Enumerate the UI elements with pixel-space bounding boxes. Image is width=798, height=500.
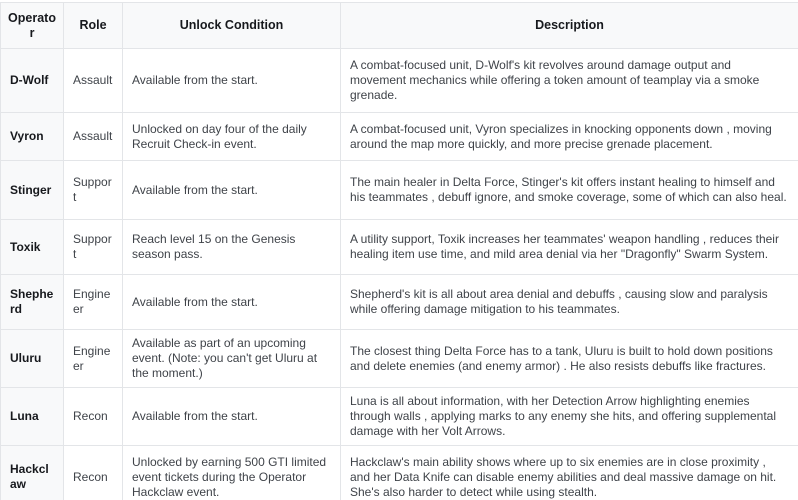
unlock-cell: Available from the start. (123, 49, 341, 113)
unlock-cell: Reach level 15 on the Genesis season pass. (123, 220, 341, 275)
description-cell: Hackclaw's main ability shows where up to six enemies are in close proximity , and her Data Knife can disable enemy abilities and deal massive damage on hit. She's also harder to detect while using stealth. (341, 446, 798, 500)
description-cell: Shepherd's kit is all about area denial and debuffs , causing slow and paralysis while offering damage mitigation to his teammates. (341, 275, 798, 330)
description-cell: Luna is all about information, with her Detection Arrow highlighting enemies through walls , applying marks to any enemy she hits, and offering supplemental damage with her Volt Arrows. (341, 388, 798, 446)
unlock-cell: Unlocked on day four of the daily Recruit Check-in event. (123, 113, 341, 161)
column-header-unlock-condition: Unlock Condition (123, 3, 341, 49)
unlock-cell: Available as part of an upcoming event. (Note: you can't get Uluru at the moment.) (123, 330, 341, 388)
description-cell: The main healer in Delta Force, Stinger's kit offers instant healing to himself and his teammates , debuff ignore, and smoke coverage, some of which can also heal. (341, 161, 798, 220)
operator-cell: Toxik (1, 220, 64, 275)
unlock-cell: Unlocked by earning 500 GTI limited event tickets during the Operator Hackclaw event. (123, 446, 341, 500)
table-row-hackclaw (1, 446, 798, 500)
column-header-description: Description (341, 3, 798, 49)
description-cell: The closest thing Delta Force has to a tank, Uluru is built to hold down positions and delete enemies (and enemy armor) . He also resists debuffs like fractures. (341, 330, 798, 388)
role-cell: Engineer (64, 330, 123, 388)
role-cell: Support (64, 161, 123, 220)
role-cell: Support (64, 220, 123, 275)
operator-cell: D-Wolf (1, 49, 64, 113)
operator-cell: Hackclaw (1, 446, 64, 500)
unlock-cell: Available from the start. (123, 161, 341, 220)
table-row-uluru (1, 330, 798, 388)
table-row-stinger (1, 161, 798, 220)
role-cell: Recon (64, 446, 123, 500)
operator-cell: Luna (1, 388, 64, 446)
table-row-luna (1, 388, 798, 446)
role-cell: Recon (64, 388, 123, 446)
description-cell: A utility support, Toxik increases her teammates' weapon handling , reduces their healing item use time, and mild area denial via her "Dragonfly" Swarm System. (341, 220, 798, 275)
column-header-operator: Operator (1, 3, 64, 49)
column-header-role: Role (64, 3, 123, 49)
table-row-vyron (1, 113, 798, 161)
table-row-shepherd (1, 275, 798, 330)
operator-cell: Vyron (1, 113, 64, 161)
unlock-cell: Available from the start. (123, 275, 341, 330)
table-header (1, 3, 798, 49)
description-cell: A combat-focused unit, Vyron specializes in knocking opponents down , moving around the map more quickly, and more precise grenade placement. (341, 113, 798, 161)
table-row-toxik (1, 220, 798, 275)
role-cell: Assault (64, 113, 123, 161)
operator-cell: Shepherd (1, 275, 64, 330)
table-row-dwolf (1, 49, 798, 113)
role-cell: Engineer (64, 275, 123, 330)
operator-cell: Stinger (1, 161, 64, 220)
description-cell: A combat-focused unit, D-Wolf's kit revolves around damage output and movement mechanics while offering a token amount of teamplay via a smoke grenade. (341, 49, 798, 113)
role-cell: Assault (64, 49, 123, 113)
operator-cell: Uluru (1, 330, 64, 388)
operators-table (0, 2, 798, 500)
unlock-cell: Available from the start. (123, 388, 341, 446)
header-row (1, 3, 798, 49)
